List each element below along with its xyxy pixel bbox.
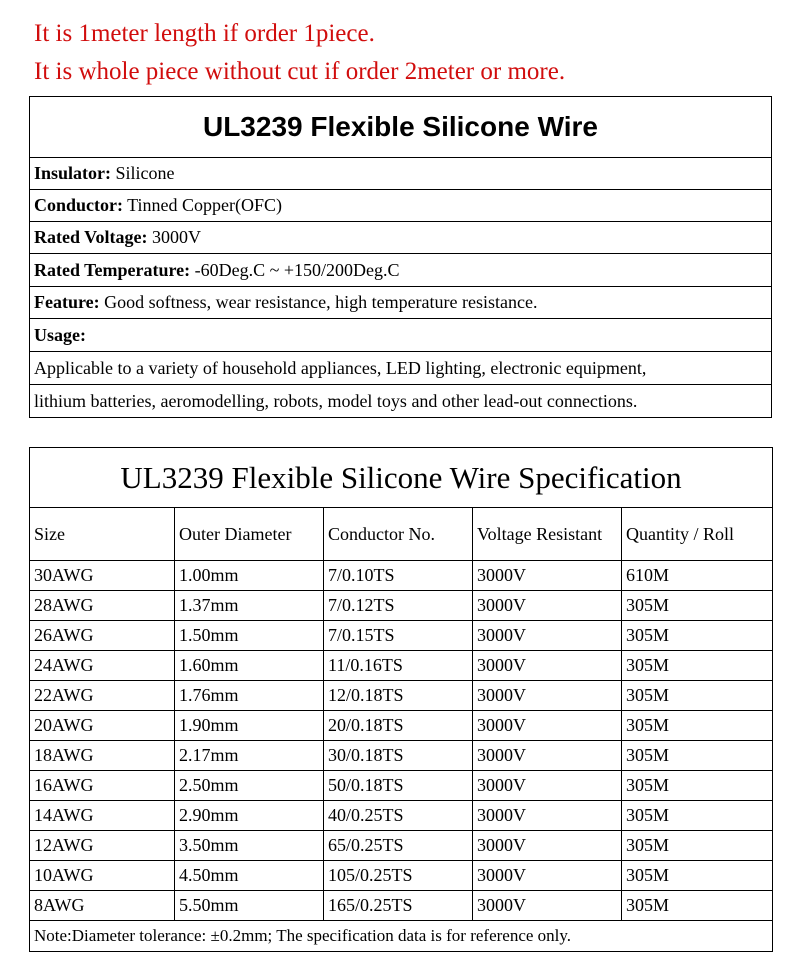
conductor-no-cell: 65/0.25TS (324, 831, 473, 861)
info-row-feature (30, 287, 772, 319)
size-cell: 10AWG (30, 861, 175, 891)
conductor-no-cell: 30/0.18TS (324, 741, 473, 771)
table-row (30, 861, 773, 891)
outer-diameter-cell: 2.17mm (175, 741, 324, 771)
voltage-resistant-cell: 3000V (473, 891, 622, 921)
voltage-resistant-cell: 3000V (473, 831, 622, 861)
conductor-no-cell: 165/0.25TS (324, 891, 473, 921)
size-cell: 8AWG (30, 891, 175, 921)
conductor-no-cell: 11/0.16TS (324, 651, 473, 681)
quantity-roll-cell: 305M (622, 591, 773, 621)
size-cell: 28AWG (30, 591, 175, 621)
table-row (30, 891, 773, 921)
outer-diameter-cell: 2.90mm (175, 801, 324, 831)
specification-rows (30, 561, 773, 921)
size-cell: 14AWG (30, 801, 175, 831)
quantity-roll-cell: 305M (622, 681, 773, 711)
column-header-conductor-no: Conductor No. (324, 508, 473, 561)
outer-diameter-cell: 3.50mm (175, 831, 324, 861)
info-row-usage (30, 319, 772, 352)
voltage-resistant-cell: 3000V (473, 621, 622, 651)
table-row (30, 681, 773, 711)
outer-diameter-cell: 1.50mm (175, 621, 324, 651)
outer-diameter-cell: 2.50mm (175, 771, 324, 801)
specification-table (29, 447, 773, 952)
info-value: Tinned Copper(OFC) (123, 195, 283, 215)
quantity-roll-cell: 305M (622, 891, 773, 921)
conductor-no-cell: 40/0.25TS (324, 801, 473, 831)
info-label: Feature: (34, 292, 100, 312)
order-notice-line-2: It is whole piece without cut if order 2meter or more. (34, 58, 566, 85)
info-label: Conductor: (34, 195, 123, 215)
table-row (30, 621, 773, 651)
table-row (30, 741, 773, 771)
voltage-resistant-cell: 3000V (473, 681, 622, 711)
voltage-resistant-cell: 3000V (473, 771, 622, 801)
voltage-resistant-cell: 3000V (473, 741, 622, 771)
outer-diameter-cell: 5.50mm (175, 891, 324, 921)
outer-diameter-cell: 1.76mm (175, 681, 324, 711)
tolerance-note: Note:Diameter tolerance: ±0.2mm; The specification data is for reference only. (30, 921, 773, 952)
usage-line-1: Applicable to a variety of household appliances, LED lighting, electronic equipment, (30, 352, 772, 385)
quantity-roll-cell: 305M (622, 861, 773, 891)
specification-title: UL3239 Flexible Silicone Wire Specification (30, 448, 773, 508)
info-label: Rated Temperature: (34, 259, 191, 280)
table-row (30, 711, 773, 741)
conductor-no-cell: 7/0.12TS (324, 591, 473, 621)
size-cell: 22AWG (30, 681, 175, 711)
column-header-outer-diameter: Outer Diameter (175, 508, 324, 561)
voltage-resistant-cell: 3000V (473, 651, 622, 681)
table-row (30, 591, 773, 621)
size-cell: 24AWG (30, 651, 175, 681)
info-label: Insulator: (34, 163, 112, 183)
size-cell: 16AWG (30, 771, 175, 801)
product-info-table (29, 96, 772, 418)
quantity-roll-cell: 305M (622, 651, 773, 681)
size-cell: 18AWG (30, 741, 175, 771)
quantity-roll-cell: 610M (622, 561, 773, 591)
conductor-no-cell: 7/0.10TS (324, 561, 473, 591)
info-label: Usage: (34, 324, 86, 345)
outer-diameter-cell: 1.60mm (175, 651, 324, 681)
usage-line-2: lithium batteries, aeromodelling, robots, model toys and other lead-out connections. (30, 385, 772, 418)
table-row (30, 561, 773, 591)
info-label: Rated Voltage: (34, 227, 148, 247)
conductor-no-cell: 50/0.18TS (324, 771, 473, 801)
quantity-roll-cell: 305M (622, 771, 773, 801)
info-row-rated-voltage (30, 222, 772, 254)
order-notice-line-1: It is 1meter length if order 1piece. (34, 20, 375, 47)
table-row (30, 801, 773, 831)
info-row-conductor (30, 190, 772, 222)
info-value: Good softness, wear resistance, high temperature resistance. (99, 292, 538, 312)
outer-diameter-cell: 1.37mm (175, 591, 324, 621)
conductor-no-cell: 7/0.15TS (324, 621, 473, 651)
voltage-resistant-cell: 3000V (473, 591, 622, 621)
table-row (30, 651, 773, 681)
size-cell: 12AWG (30, 831, 175, 861)
info-row-rated-temperature (30, 254, 772, 287)
size-cell: 26AWG (30, 621, 175, 651)
conductor-no-cell: 12/0.18TS (324, 681, 473, 711)
product-info-title: UL3239 Flexible Silicone Wire (30, 97, 772, 158)
info-value: 3000V (147, 227, 201, 247)
voltage-resistant-cell: 3000V (473, 711, 622, 741)
quantity-roll-cell: 305M (622, 711, 773, 741)
size-cell: 30AWG (30, 561, 175, 591)
info-row-insulator (30, 158, 772, 190)
conductor-no-cell: 105/0.25TS (324, 861, 473, 891)
table-row (30, 831, 773, 861)
outer-diameter-cell: 1.00mm (175, 561, 324, 591)
column-header-quantity-roll: Quantity / Roll (622, 508, 773, 561)
info-value: Silicone (111, 163, 175, 183)
voltage-resistant-cell: 3000V (473, 801, 622, 831)
quantity-roll-cell: 305M (622, 801, 773, 831)
conductor-no-cell: 20/0.18TS (324, 711, 473, 741)
table-header-row (30, 508, 773, 561)
outer-diameter-cell: 4.50mm (175, 861, 324, 891)
outer-diameter-cell: 1.90mm (175, 711, 324, 741)
quantity-roll-cell: 305M (622, 621, 773, 651)
column-header-voltage-resistant: Voltage Resistant (473, 508, 622, 561)
size-cell: 20AWG (30, 711, 175, 741)
column-header-size: Size (30, 508, 175, 561)
quantity-roll-cell: 305M (622, 741, 773, 771)
info-value: -60Deg.C ~ +150/200Deg.C (190, 259, 400, 280)
voltage-resistant-cell: 3000V (473, 861, 622, 891)
table-row (30, 771, 773, 801)
quantity-roll-cell: 305M (622, 831, 773, 861)
voltage-resistant-cell: 3000V (473, 561, 622, 591)
